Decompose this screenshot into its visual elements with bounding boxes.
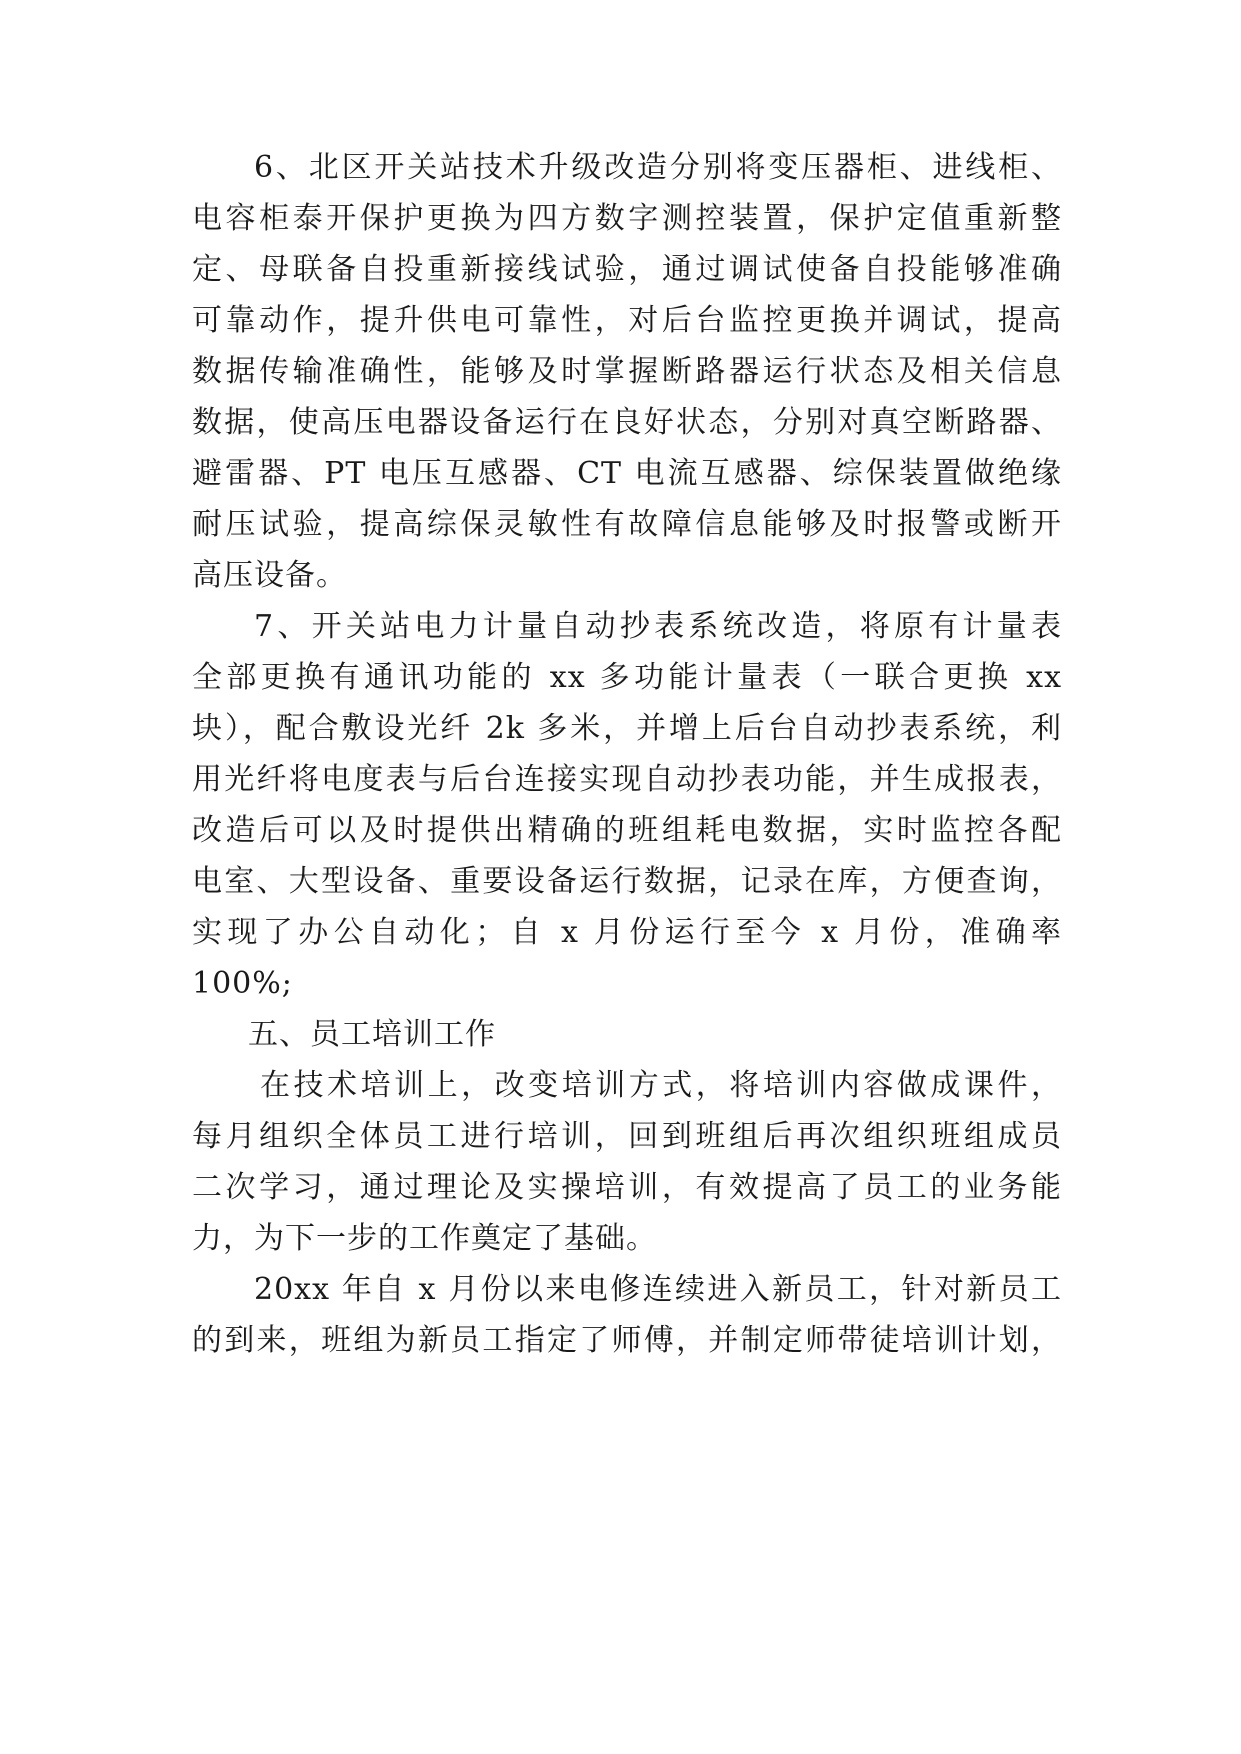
paragraph-7-line-8: 100%;: [192, 966, 293, 1001]
paragraph-6-line-5: 数据传输准确性，能够及时掌握断路器运行状态及相关信息: [192, 354, 1062, 389]
paragraph-6-line-9: 高压设备。: [192, 558, 347, 593]
section-heading: 五、员工培训工作: [248, 1017, 496, 1052]
training-paragraph-line-1: 在技术培训上，改变培训方式，将培训内容做成课件，: [260, 1068, 1062, 1103]
paragraph-7-line-3: 块），配合敷设光纤 2k 多米，并增上后台自动抄表系统，利: [192, 711, 1062, 746]
paragraph-7-line-5: 改造后可以及时提供出精确的班组耗电数据，实时监控各配: [192, 813, 1062, 848]
training-paragraph-line-4: 力，为下一步的工作奠定了基础。: [192, 1221, 657, 1256]
paragraph-6-line-6: 数据，使高压电器设备运行在良好状态，分别对真空断路器、: [192, 405, 1062, 440]
paragraph-6-line-2: 电容柜泰开保护更换为四方数字测控装置，保护定值重新整: [192, 201, 1062, 236]
new-staff-paragraph-line-2: 的到来，班组为新员工指定了师傅，并制定师带徒培训计划，: [192, 1323, 1062, 1358]
training-paragraph-line-2: 每月组织全体员工进行培训，回到班组后再次组织班组成员: [192, 1119, 1062, 1154]
paragraph-7-line-7: 实现了办公自动化；自 x 月份运行至今 x 月份，准确率: [192, 915, 1062, 950]
paragraph-7-line-6: 电室、大型设备、重要设备运行数据，记录在库，方便查询，: [192, 864, 1062, 899]
training-paragraph-line-3: 二次学习，通过理论及实操培训，有效提高了员工的业务能: [192, 1170, 1062, 1205]
paragraph-6-line-4: 可靠动作，提升供电可靠性，对后台监控更换并调试，提高: [192, 303, 1062, 338]
paragraph-7-line-1: 7、开关站电力计量自动抄表系统改造，将原有计量表: [254, 609, 1062, 644]
paragraph-7-line-2: 全部更换有通讯功能的 xx 多功能计量表（一联合更换 xx: [192, 660, 1062, 695]
paragraph-6-line-7: 避雷器、PT 电压互感器、CT 电流互感器、综保装置做绝缘: [192, 456, 1062, 491]
paragraph-6-line-3: 定、母联备自投重新接线试验，通过调试使备自投能够准确: [192, 252, 1062, 287]
paragraph-6-line-1: 6、北区开关站技术升级改造分别将变压器柜、进线柜、: [254, 150, 1062, 185]
paragraph-7-line-4: 用光纤将电度表与后台连接实现自动抄表功能，并生成报表，: [192, 762, 1062, 797]
new-staff-paragraph-line-1: 20xx 年自 x 月份以来电修连续进入新员工，针对新员工: [254, 1272, 1062, 1307]
paragraph-6-line-8: 耐压试验，提高综保灵敏性有故障信息能够及时报警或断开: [192, 507, 1062, 542]
